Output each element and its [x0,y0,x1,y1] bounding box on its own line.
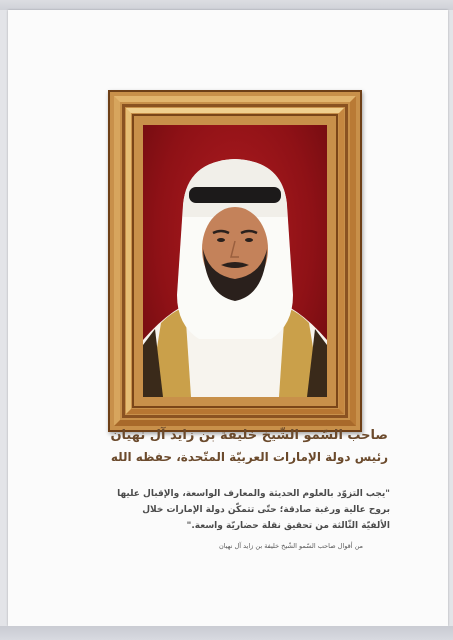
agal-band [189,187,281,203]
eye-right [245,238,253,242]
eye-left [217,238,225,242]
document-page [8,10,448,626]
quote-line-3: الألفيّة الثّالثة من تحقيق نقلة حضاريّة واسعة." [186,521,390,531]
scan-edge-top [0,0,453,10]
portrait-photo [143,125,327,397]
quote-attribution: من أقوال صاحب السّمو الشّيخ خليفة بن زايد آل نهيان [218,542,363,550]
title-position: رئيس دولة الإمارات العربيّة المتّحدة، حفظه الله [110,450,388,464]
portrait-frame [108,90,362,432]
quote-line-1: "يجب التزوّد بالعلوم الحديثة والمعارف الواسعة، والإقبال عليها [117,489,390,499]
portrait-illustration [143,125,327,397]
title-name: صاحب السّمو الشّيخ خليفة بن زايد آل نهيان [110,428,388,443]
quote-line-2: بروح عالية ورغبة صادقة؛ حتّى تتمكّن دولة الإمارات خلال [142,505,390,515]
quote-block [72,486,390,534]
scan-edge-bottom [0,626,453,640]
